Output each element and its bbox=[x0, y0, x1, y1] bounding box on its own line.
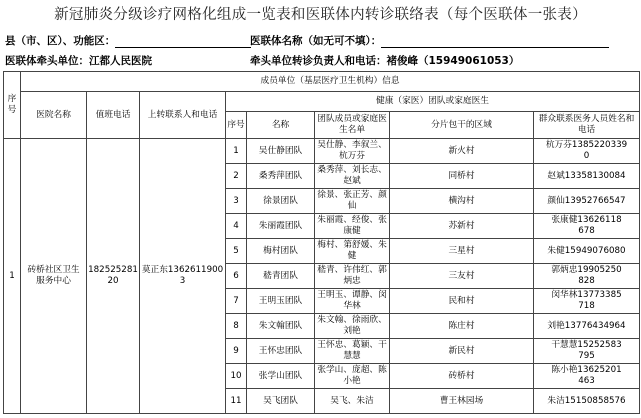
team-members: 朱文翰、徐雨欣、刘艳 bbox=[315, 314, 390, 339]
team-liaison: 张康健13626118678 bbox=[534, 214, 640, 239]
team-area: 民和村 bbox=[390, 289, 534, 314]
col-duty-phone-header: 值班电话 bbox=[87, 92, 140, 139]
lead-unit-field bbox=[5, 53, 152, 68]
team-area: 同桥村 bbox=[390, 164, 534, 189]
team-members: 嵇青、许伟红、郭炳忠 bbox=[315, 264, 390, 289]
team-name: 吴仕静团队 bbox=[247, 139, 315, 164]
team-liaison: 赵斌13358130084 bbox=[534, 164, 640, 189]
team-name: 桑秀萍团队 bbox=[247, 164, 315, 189]
team-members: 王明玉、谭静、闵华林 bbox=[315, 289, 390, 314]
team-members: 梅村、第舒媛、朱健 bbox=[315, 239, 390, 264]
lead-contact-field bbox=[250, 53, 519, 68]
team-col-liaison-header: 群众联系医务人员姓名和电话 bbox=[534, 112, 640, 139]
team-seq: 6 bbox=[226, 264, 247, 289]
team-seq: 9 bbox=[226, 339, 247, 364]
team-area: 新火村 bbox=[390, 139, 534, 164]
page-title: 新冠肺炎分级诊疗网格化组成一览表和医联体内转诊联络表（每个医联体一张表） bbox=[54, 7, 587, 23]
team-liaison: 朱洁15150858576 bbox=[534, 389, 640, 414]
team-col-members-header: 团队成员或家庭医生名单 bbox=[315, 112, 390, 139]
team-seq: 11 bbox=[226, 389, 247, 414]
team-name: 梅村团队 bbox=[247, 239, 315, 264]
team-liaison: 朱健15949076080 bbox=[534, 239, 640, 264]
team-col-area-header: 分片包干的区域 bbox=[390, 112, 534, 139]
team-area: 苏新村 bbox=[390, 214, 534, 239]
team-seq: 1 bbox=[226, 139, 247, 164]
alliance-name-value bbox=[381, 47, 609, 48]
lead-contact-label: 牵头单位转诊负责人和电话： bbox=[250, 55, 387, 67]
hospital-name: 砖桥社区卫生服务中心 bbox=[21, 139, 87, 414]
hospital-seq: 1 bbox=[4, 139, 21, 414]
hospital-upper-contact: 莫正东13626119003 bbox=[140, 139, 226, 414]
team-liaison: 颜仙13952766547 bbox=[534, 189, 640, 214]
team-area: 三星村 bbox=[390, 239, 534, 264]
col-seq-header: 序号 bbox=[4, 72, 21, 139]
team-area: 曹王林园场 bbox=[390, 389, 534, 414]
team-name: 张学山团队 bbox=[247, 364, 315, 389]
team-seq: 7 bbox=[226, 289, 247, 314]
team-name: 朱丽霞团队 bbox=[247, 214, 315, 239]
col-hospital-header: 医院名称 bbox=[21, 92, 87, 139]
team-members: 王怀忠、葛颖、干慧慧 bbox=[315, 339, 390, 364]
team-seq: 4 bbox=[226, 214, 247, 239]
lead-contact-value: 褚俊峰（15949061053） bbox=[386, 55, 520, 67]
team-members: 徐景、张正芳、颜仙 bbox=[315, 189, 390, 214]
county-field bbox=[5, 33, 251, 48]
team-name: 嵇青团队 bbox=[247, 264, 315, 289]
team-area: 横沟村 bbox=[390, 189, 534, 214]
team-seq: 8 bbox=[226, 314, 247, 339]
col-upper-contact-header: 上转联系人和电话 bbox=[140, 92, 226, 139]
team-col-name-header: 名称 bbox=[247, 112, 315, 139]
team-liaison: 干慧慧15252583795 bbox=[534, 339, 640, 364]
team-name: 王明玉团队 bbox=[247, 289, 315, 314]
referral-table bbox=[3, 71, 640, 414]
members-header: 成员单位（基层医疗卫生机构）信息 bbox=[21, 72, 640, 92]
team-members: 吴仕静、李叙兰、杭万芬 bbox=[315, 139, 390, 164]
lead-unit-label: 医联体牵头单位： bbox=[5, 55, 89, 67]
team-liaison: 闵华林13773385718 bbox=[534, 289, 640, 314]
team-area: 砖桥村 bbox=[390, 364, 534, 389]
alliance-name-label: 医联体名称（如无可不填）： bbox=[250, 35, 382, 47]
team-liaison: 刘艳13776434964 bbox=[534, 314, 640, 339]
team-col-seq-header: 序号 bbox=[226, 112, 247, 139]
county-value bbox=[115, 47, 251, 48]
team-area: 新民村 bbox=[390, 339, 534, 364]
team-liaison: 杭万芬13852203390 bbox=[534, 139, 640, 164]
team-liaison: 郭炳忠19905250828 bbox=[534, 264, 640, 289]
team-seq: 10 bbox=[226, 364, 247, 389]
team-name: 王怀忠团队 bbox=[247, 339, 315, 364]
team-seq: 2 bbox=[226, 164, 247, 189]
county-label: 县（市、区）、功能区： bbox=[5, 35, 116, 47]
team-area: 三友村 bbox=[390, 264, 534, 289]
team-name: 徐景团队 bbox=[247, 189, 315, 214]
lead-unit-value: 江都人民医院 bbox=[89, 55, 152, 67]
team-seq: 3 bbox=[226, 189, 247, 214]
team-seq: 5 bbox=[226, 239, 247, 264]
team-area: 陈庄村 bbox=[390, 314, 534, 339]
team-name: 吴飞团队 bbox=[247, 389, 315, 414]
team-name: 朱文翰团队 bbox=[247, 314, 315, 339]
team-members: 桑秀萍、刘长志、赵斌 bbox=[315, 164, 390, 189]
alliance-name-field bbox=[250, 33, 609, 48]
team-liaison: 陈小艳13625201463 bbox=[534, 364, 640, 389]
team-header: 健康（家医）团队或家庭医生 bbox=[226, 92, 640, 112]
hospital-duty-phone: 18252528120 bbox=[87, 139, 140, 414]
team-members: 吴飞、朱洁 bbox=[315, 389, 390, 414]
team-members: 张学山、庞超、陈小艳 bbox=[315, 364, 390, 389]
team-members: 朱丽霞、经俊、张康健 bbox=[315, 214, 390, 239]
table-row bbox=[4, 139, 640, 164]
